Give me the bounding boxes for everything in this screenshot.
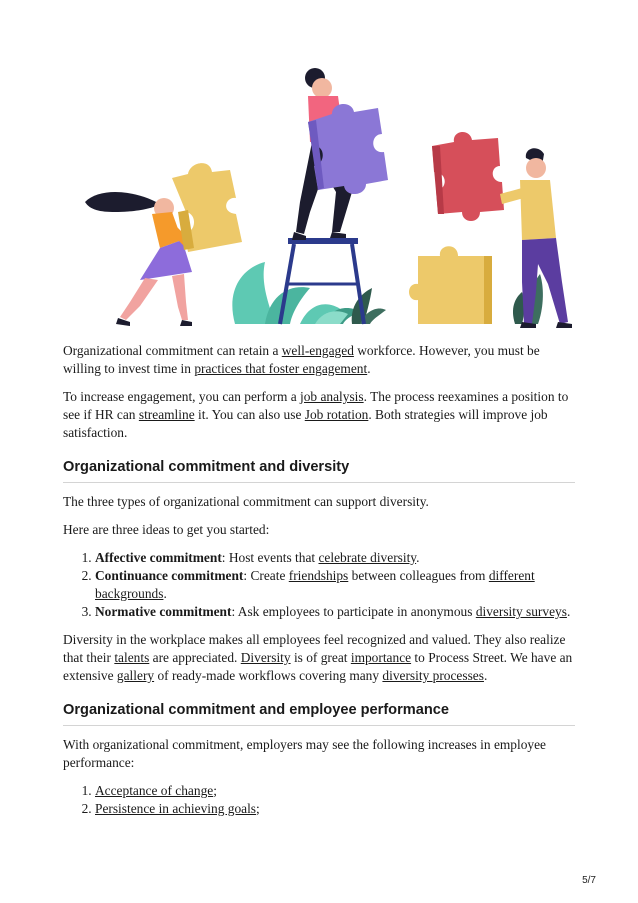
link-friendships[interactable]: friendships <box>288 568 349 583</box>
diversity-paragraph-1: The three types of organizational commitment can support diversity. <box>63 494 429 509</box>
text: . <box>566 604 571 619</box>
plant-mid-icon <box>352 288 386 324</box>
link-streamline[interactable]: streamline <box>138 407 195 422</box>
link-diversity-surveys[interactable]: diversity surveys <box>475 604 567 619</box>
text: To increase engagement, you can perform a <box>63 389 301 404</box>
plant-left-icon <box>232 262 360 324</box>
page-number: 5/7 <box>582 875 596 886</box>
performance-paragraph-1: With organizational commitment, employers may see the following increases in employee performance: <box>63 737 546 770</box>
link-gallery[interactable]: gallery <box>116 668 155 683</box>
list-item <box>95 567 575 603</box>
list-item <box>95 782 575 800</box>
text: : Ask employees to participate in anonymous <box>231 604 476 619</box>
text: . <box>416 550 420 565</box>
text: of ready-made workflows covering many <box>154 668 383 683</box>
link-persistence-goals[interactable]: Persistence in achieving goals <box>95 801 257 816</box>
yellow-puzzle-piece-bottom <box>409 246 492 324</box>
diversity-paragraph-2: Here are three ideas to get you started: <box>63 522 270 537</box>
link-talents[interactable]: talents <box>114 650 150 665</box>
text: it. You can also use <box>194 407 305 422</box>
diversity-ideas-list <box>63 549 575 621</box>
text: is of great <box>290 650 351 665</box>
text: ; <box>256 801 260 816</box>
text: . The process reexamines a position to see if HR can <box>63 389 569 422</box>
link-job-analysis[interactable]: job analysis <box>300 389 364 404</box>
term: Continuance commitment <box>95 568 244 583</box>
text: : Host events that <box>221 550 319 565</box>
term: Normative commitment <box>95 604 232 619</box>
link-diversity-processes[interactable]: diversity processes <box>382 668 484 683</box>
text: . <box>163 586 167 601</box>
link-importance[interactable]: importance <box>350 650 412 665</box>
link-celebrate-diversity[interactable]: celebrate diversity <box>318 550 417 565</box>
yellow-puzzle-piece-left <box>172 163 242 252</box>
text: ; <box>213 783 217 798</box>
section-heading-diversity: Organizational commitment and diversity <box>63 458 575 483</box>
puzzle-team-illustration <box>60 62 580 330</box>
text: . Both strategies will improve job satisfaction. <box>63 407 548 440</box>
list-item <box>95 549 575 567</box>
performance-list <box>63 782 575 818</box>
diversity-paragraph-3 <box>63 631 575 685</box>
section-heading-performance: Organizational commitment and employee performance <box>63 701 575 726</box>
intro-paragraph-1 <box>63 342 575 378</box>
text: to Process Street. We have an extensive <box>63 650 573 683</box>
term: Affective commitment <box>95 550 222 565</box>
list-item <box>95 603 575 621</box>
list-item <box>95 800 575 818</box>
link-different-backgrounds[interactable]: different backgrounds <box>95 568 535 601</box>
link-acceptance-of-change[interactable]: Acceptance of change <box>95 783 214 798</box>
intro-paragraph-2 <box>63 388 575 442</box>
text: . <box>483 668 488 683</box>
link-practices-engagement[interactable]: practices that foster engagement <box>194 361 368 376</box>
text: . <box>367 361 371 376</box>
text: workforce. However, you must be willing to invest time in <box>63 343 540 376</box>
text: Organizational commitment can retain a <box>63 343 282 358</box>
woman-left-figure <box>85 192 192 326</box>
link-diversity[interactable]: Diversity <box>240 650 291 665</box>
text: are appreciated. <box>149 650 241 665</box>
link-job-rotation[interactable]: Job rotation <box>304 407 369 422</box>
article-body <box>63 342 575 828</box>
red-puzzle-piece <box>432 132 504 221</box>
link-well-engaged[interactable]: well-engaged <box>281 343 354 358</box>
text: : Create <box>243 568 289 583</box>
text: between colleagues from <box>348 568 489 583</box>
text: Diversity in the workplace makes all employees feel recognized and valued. They also realize that their <box>63 632 566 665</box>
